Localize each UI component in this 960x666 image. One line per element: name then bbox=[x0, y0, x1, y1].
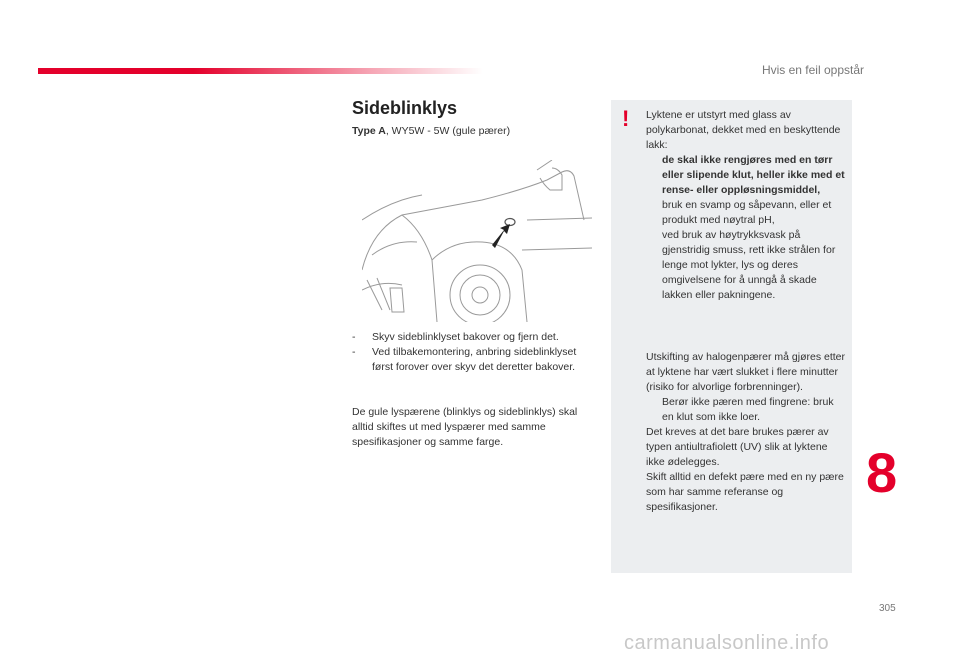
bullet-text: Berør ikke pæren med fingrene: bruk en klut som ikke loer. bbox=[662, 396, 834, 423]
bulb-info-paragraph: De gule lyspærene (blinklys og sideblinklys) skal alltid skiftes ut med lyspærer med samme spesifikasjoner og samme farge. bbox=[352, 406, 578, 448]
halogen-note bbox=[646, 350, 846, 515]
lens-care-note bbox=[646, 108, 846, 303]
page-number: 305 bbox=[879, 603, 896, 614]
list-item bbox=[646, 153, 846, 198]
chapter-number: 8 bbox=[866, 441, 898, 504]
list-item bbox=[646, 395, 846, 425]
bullet-icon bbox=[646, 198, 662, 228]
bullet-icon bbox=[646, 228, 662, 303]
bullet-text: bruk en svamp og såpevann, eller et produkt med nøytral pH, bbox=[662, 199, 832, 226]
removal-steps bbox=[352, 330, 592, 375]
step-text: Skyv sideblinklyset bakover og fjern det. bbox=[372, 331, 559, 343]
type-spec: , WY5W - 5W (gule pærer) bbox=[385, 125, 511, 137]
bullet-icon bbox=[646, 153, 662, 198]
list-item bbox=[646, 228, 846, 303]
header-accent-bar bbox=[38, 68, 483, 74]
bullet-text: ved bruk av høytrykksvask på gjenstridig smuss, rett ikke strålen for lenge mot lykter, lys og deres omgivelsene for å unngå å skade lakken eller pakningene. bbox=[662, 229, 836, 301]
side-indicator-illustration bbox=[362, 160, 592, 322]
warning-icon: ! bbox=[622, 106, 630, 131]
page-title: Sideblinklys bbox=[352, 98, 458, 118]
halogen-intro: Utskifting av halogenpærer må gjøres etter at lyktene har vært slukket i flere minutter (risiko for alvorlige forbrenninger). bbox=[646, 351, 846, 393]
lens-intro: Lyktene er utstyrt med glass av polykarbonat, dekket med en beskyttende lakk: bbox=[646, 109, 841, 151]
step-text: Ved tilbakemontering, anbring sideblinklyset først forover over skyv det deretter bakover. bbox=[372, 346, 577, 373]
list-item: - Skyv sideblinklyset bakover og fjern det. bbox=[352, 331, 559, 343]
watermark: carmanualsonline.info bbox=[624, 632, 830, 654]
bullet-icon bbox=[646, 395, 662, 425]
replace-text: Skift alltid en defekt pære med en ny pære som har samme referanse og spesifikasjoner. bbox=[646, 471, 844, 513]
bulb-type-line bbox=[352, 125, 510, 137]
bullet-text: de skal ikke rengjøres med en tørr eller slipende klut, heller ikke med et rense- eller oppløsningsmiddel, bbox=[662, 154, 845, 196]
list-item bbox=[646, 198, 846, 228]
uv-text: Det kreves at det bare brukes pærer av typen antiultrafiolett (UV) slik at lyktene ikke ødelegges. bbox=[646, 426, 829, 468]
list-item: - Ved tilbakemontering, anbring sideblinklyset først forover over skyv det deretter bakover. bbox=[352, 345, 592, 375]
section-title: Hvis en feil oppstår bbox=[761, 63, 864, 77]
type-label: Type A bbox=[352, 125, 386, 137]
